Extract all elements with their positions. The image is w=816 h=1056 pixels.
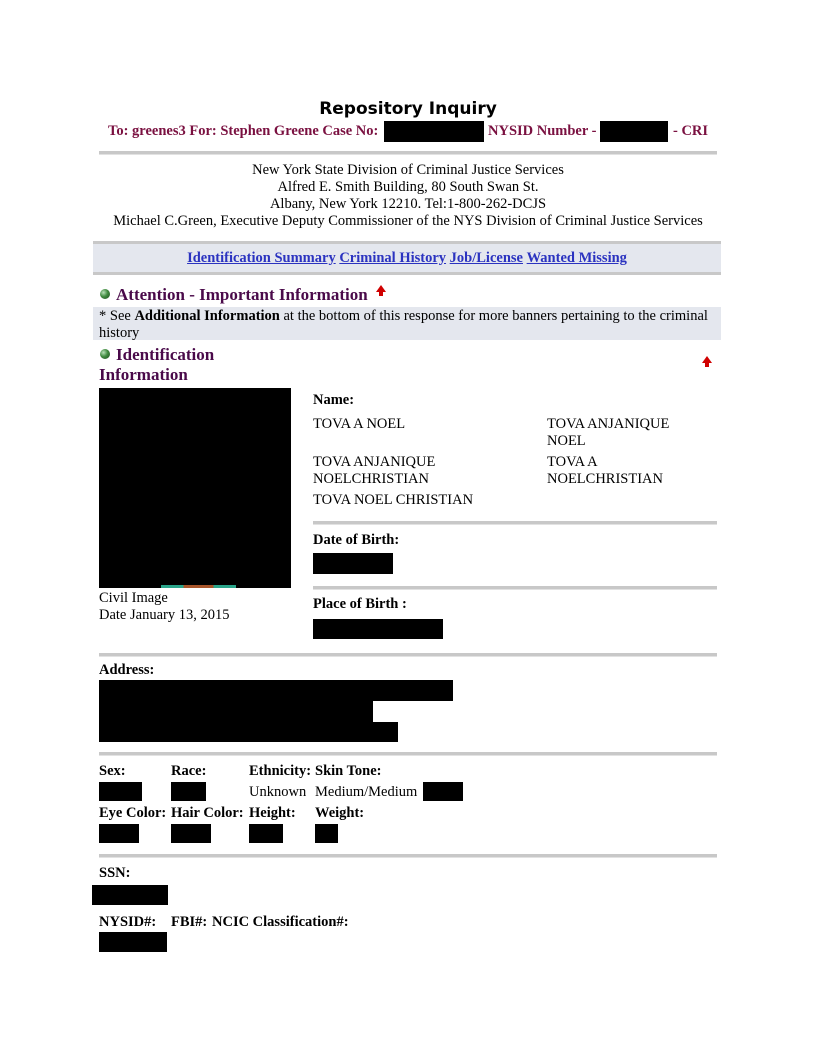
alias-name: TOVA A NOEL — [313, 416, 406, 432]
attention-text-pre: * See — [99, 308, 135, 324]
redacted-nysid-number — [600, 121, 668, 142]
back-to-top-arrow-icon[interactable] — [702, 356, 712, 363]
alias-name-line: TOVA ANJANIQUE — [313, 454, 436, 470]
redacted-eye-color — [99, 824, 139, 843]
pob-label: Place of Birth : — [313, 596, 407, 612]
hair-color-label: Hair Color: — [171, 805, 244, 821]
divider — [313, 521, 717, 525]
alias-name — [313, 454, 435, 488]
redacted-height — [249, 824, 283, 843]
alias-name-line: NOEL — [547, 433, 586, 449]
nysid-number-label: NYSID Number - — [488, 123, 597, 139]
agency-commissioner: Michael C.Green, Executive Deputy Commissioner of the NYS Division of Criminal Justice Services — [113, 213, 703, 229]
sex-label: Sex: — [99, 763, 126, 779]
alias-name: TOVA NOEL CHRISTIAN — [313, 492, 474, 508]
eye-color-label: Eye Color: — [99, 805, 167, 821]
agency-block — [0, 162, 816, 230]
redacted-address-line — [99, 701, 373, 722]
redacted-case-number — [384, 121, 484, 142]
ssn-label: SSN: — [99, 865, 131, 881]
ethnicity-label: Ethnicity: — [249, 763, 312, 779]
identification-heading-line2: Information — [99, 365, 188, 384]
redacted-pob — [313, 619, 443, 639]
ethnicity-value: Unknown — [249, 784, 307, 800]
race-label: Race: — [171, 763, 207, 779]
section-nav — [93, 241, 721, 275]
requester-case-label: To: greenes3 For: Stephen Greene Case No: — [108, 123, 379, 139]
agency-city-phone: Albany, New York 12210. Tel:1-800-262-DCJS — [269, 196, 547, 212]
additional-information-ref: Additional Information — [134, 308, 280, 324]
alias-name-line: TOVA ANJANIQUE — [547, 416, 670, 432]
attention-text-line2: history — [99, 325, 140, 341]
cri-suffix: - CRI — [673, 123, 709, 139]
nysid-label: NYSID#: — [99, 914, 157, 930]
nav-identification-summary[interactable]: Identification Summary — [187, 250, 336, 266]
inquiry-header-line — [108, 123, 378, 140]
bullet-icon — [100, 289, 110, 299]
nav-criminal-history[interactable]: Criminal History — [339, 250, 447, 266]
divider — [99, 854, 717, 858]
redacted-nysid — [99, 932, 167, 952]
attention-heading: Attention - Important Information — [116, 285, 368, 304]
redacted-sex — [99, 782, 142, 801]
redacted-address-line — [99, 680, 453, 701]
photo-edge — [161, 585, 236, 588]
alias-name — [547, 454, 663, 488]
photo-caption: Civil Image — [99, 590, 168, 606]
agency-address: Alfred E. Smith Building, 80 South Swan St. — [277, 179, 539, 195]
agency-name: New York State Division of Criminal Justice Services — [252, 162, 564, 178]
redacted-dob — [313, 553, 393, 574]
address-label: Address: — [99, 662, 155, 678]
photo-date: Date January 13, 2015 — [99, 607, 230, 623]
alias-name-line: TOVA A — [547, 454, 598, 470]
attention-text-post: at the bottom of this response for more banners pertaining to the criminal — [279, 308, 708, 324]
back-to-top-arrow-icon[interactable] — [376, 285, 386, 292]
page-title: Repository Inquiry — [319, 99, 497, 119]
alias-name-line: NOELCHRISTIAN — [547, 471, 663, 487]
height-label: Height: — [249, 805, 296, 821]
redacted-race — [171, 782, 206, 801]
dob-label: Date of Birth: — [313, 532, 400, 548]
bullet-icon — [100, 349, 110, 359]
divider — [313, 586, 717, 590]
alias-name — [547, 416, 669, 450]
fbi-label: FBI#: — [171, 914, 208, 930]
weight-label: Weight: — [315, 805, 365, 821]
alias-name-line: NOELCHRISTIAN — [313, 471, 429, 487]
nav-job-license[interactable]: Job/License — [449, 250, 523, 266]
identification-heading-line1: Identification — [116, 345, 215, 364]
redacted-address-line — [99, 722, 398, 742]
nav-wanted-missing[interactable]: Wanted Missing — [526, 250, 627, 266]
skin-tone-label: Skin Tone: — [315, 763, 382, 779]
redacted-skin-tone-extra — [423, 782, 463, 801]
redacted-weight — [315, 824, 338, 843]
attention-text — [99, 308, 719, 342]
ncic-label: NCIC Classification#: — [212, 914, 349, 930]
redacted-hair-color — [171, 824, 211, 843]
skin-tone-value: Medium/Medium — [315, 784, 418, 800]
divider — [99, 151, 717, 155]
redacted-ssn — [92, 885, 168, 905]
divider — [99, 752, 717, 756]
civil-photo-redacted — [99, 388, 291, 588]
divider — [99, 653, 717, 657]
name-label: Name: — [313, 392, 355, 408]
